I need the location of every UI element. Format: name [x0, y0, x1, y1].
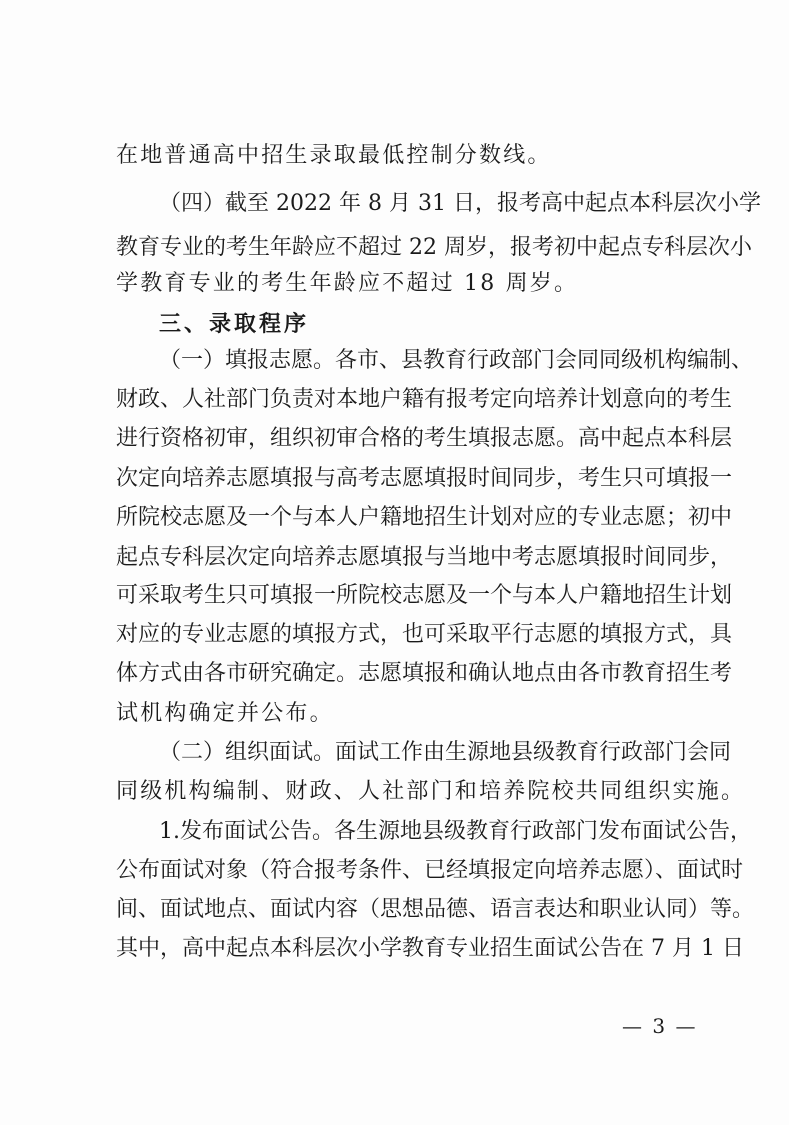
body-text-line: 试机构确定并公布。 [116, 701, 334, 726]
body-text-line: 体方式由各市研究确定。志愿填报和确认地点由各市教育招生考 [116, 661, 733, 686]
body-text-line: 对应的专业志愿的填报方式，也可采取平行志愿的填报方式，具 [116, 622, 733, 647]
body-text-line: （二）组织面试。面试工作由生源地县级教育行政部门会同 [159, 740, 732, 765]
body-text-line: 在地普通高中招生录取最低控制分数线。 [116, 143, 552, 168]
body-text-line: 进行资格初审，组织初审合格的考生填报志愿。高中起点本科层 [116, 426, 733, 451]
body-text-line: 次定向培养志愿填报与高考志愿填报时间同步，考生只可填报一 [116, 466, 733, 491]
body-text-line: （四）截至 2022 年 8 月 31 日，报考高中起点本科层次小学 [159, 191, 761, 216]
body-text-line: 财政、人社部门负责对本地户籍有报考定向培养计划意向的考生 [116, 387, 733, 412]
body-text-line: 起点专科层次定向培养志愿填报与当地中考志愿填报时间同步， [116, 545, 733, 570]
page-number: — 3 — [622, 1014, 698, 1038]
body-text-line: （一）填报志愿。各市、县教育行政部门会同同级机构编制、 [159, 348, 754, 373]
body-text-line: 所院校志愿及一个与本人户籍地招生计划对应的专业志愿；初中 [116, 505, 733, 530]
body-text-line: 1.发布面试公告。各生源地县级教育行政部门发布面试公告， [159, 819, 752, 844]
body-text-line: 公布面试对象（符合报考条件、已经填报定向培养志愿）、面试时 [116, 858, 744, 883]
body-text-line: 教育专业的考生年龄应不超过 22 周岁，报考初中起点专科层次小 [116, 235, 752, 260]
body-text-line: 可采取考生只可填报一所院校志愿及一个与本人户籍地招生计划 [116, 583, 733, 608]
body-text-line: 间、面试地点、面试内容（思想品德、语言表达和职业认同）等。 [116, 897, 755, 922]
body-text-line: 学教育专业的考生年龄应不超过 18 周岁。 [116, 271, 579, 296]
body-text-line: 同级机构编制、财政、人社部门和培养院校共同组织实施。 [116, 779, 746, 804]
body-text-line: 其中，高中起点本科层次小学教育专业招生面试公告在 7 月 1 日 [116, 936, 744, 961]
section-heading: 三、录取程序 [159, 312, 310, 337]
